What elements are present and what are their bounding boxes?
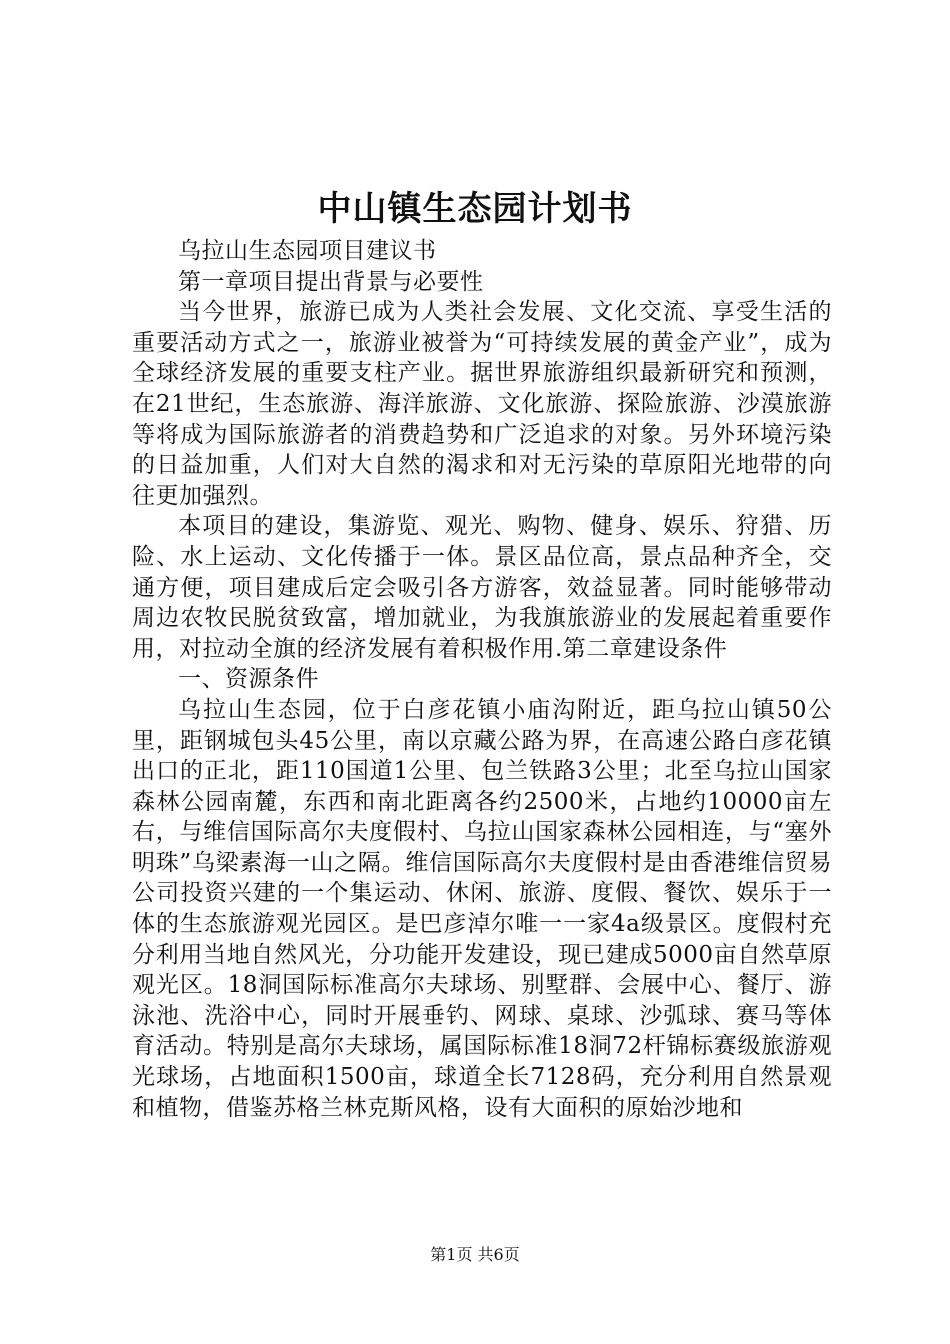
document-body [132, 236, 832, 1123]
paragraph-chapter-one-heading: 第一章项目提出背景与必要性 [178, 268, 484, 295]
page-number-footer: 第1页 共6页 [430, 1245, 520, 1264]
paragraph-proposal-heading: 乌拉山生态园项目建议书 [178, 238, 437, 264]
paragraph-resource-conditions: 乌拉山生态园，位于白彦花镇小庙沟附近，距乌拉山镇50公里，距钢城包头45公里，南以京藏公路为界，在高速公路白彦花镇出口的正北，距110国道1公里、包兰铁路3公里；北至乌拉山国家森林公园南麓，东西和南北距离各约2500米，占地约10000亩左右，与维信国际高尔夫度假村、乌拉山国家森林公园相连，与“塞外明珠”乌梁素海一山之隔。维信国际高尔夫度假村是由香港维信贸易公司投资兴建的一个集运动、休闲、旅游、度假、餐饮、娱乐于一体的生态旅游观光园区。是巴彦淖尔唯一一家4a级景区。度假村充分利用当地自然风光，分功能开发建设，现已建成5000亩自然草原观光区。18洞国际标准高尔夫球场、别墅群、会展中心、餐厅、游泳池、洗浴中心，同时开展垂钓、网球、桌球、沙弧球、赛马等体育活动。特别是高尔夫球场，属国际标准18洞72杆锦标赛级旅游观光球场，占地面积1500亩，球道全长7128码，充分利用自然景观和植物，借鉴苏格兰林克斯风格，设有大面积的原始沙地和 [132, 696, 832, 1121]
paragraph-resource-heading: 一、资源条件 [178, 666, 319, 693]
paragraph-background: 当今世界，旅游已成为人类社会发展、文化交流、享受生活的重要活动方式之一，旅游业被誉为“可持续发展的黄金产业”，成为全球经济发展的重要支柱产业。据世界旅游组织最新研究和预测，在21世纪，生态旅游、海洋旅游、文化旅游、探险旅游、沙漠旅游等将成为国际旅游者的消费趋势和广泛追求的对象。另外环境污染的日益加重，人们对大自然的渴求和对无污染的草原阳光地带的向往更加强烈。 [132, 299, 832, 509]
document-title: 中山镇生态园计划书 [317, 189, 633, 229]
paragraph-project-scope: 本项目的建设，集游览、观光、购物、健身、娱乐、狩猎、历险、水上运动、文化传播于一体。景区品位高，景点品种齐全，交通方便，项目建成后定会吸引各方游客，效益显著。同时能够带动周边农牧民脱贫致富，增加就业，为我旗旅游业的发展起着重要作用，对拉动全旗的经济发展有着积极作用.第二章建设条件 [132, 513, 832, 662]
